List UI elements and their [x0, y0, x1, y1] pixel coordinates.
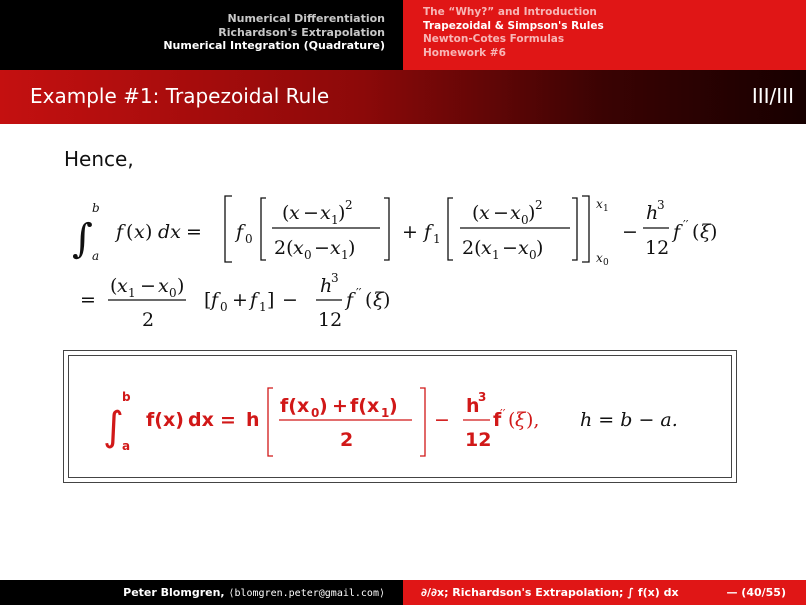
svg-text:ξ: ξ: [515, 409, 526, 431]
svg-text:+: +: [232, 289, 248, 311]
svg-text:),: ),: [526, 409, 540, 431]
svg-text:0: 0: [245, 232, 253, 246]
footer-page-number: — (40/55): [726, 586, 786, 599]
svg-text:): ): [177, 275, 185, 297]
svg-text:h: h: [320, 275, 333, 297]
svg-text:f(x): f(x): [146, 409, 184, 431]
svg-text:2: 2: [142, 309, 155, 331]
svg-text:(: (: [692, 221, 700, 243]
svg-text:f: f: [211, 289, 219, 311]
svg-text:0: 0: [529, 248, 537, 262]
svg-text:x: x: [117, 275, 128, 297]
svg-text:2: 2: [345, 198, 353, 212]
svg-text:=: =: [220, 409, 236, 431]
svg-text:(: (: [282, 202, 290, 224]
svg-text:x: x: [330, 237, 341, 259]
svg-text:dx: dx: [188, 409, 214, 431]
svg-text:]: ]: [267, 289, 275, 311]
svg-text:f: f: [116, 221, 124, 243]
svg-text:f: f: [493, 409, 502, 431]
svg-text:f: f: [673, 221, 681, 243]
svg-text:): ): [348, 237, 356, 259]
svg-text:f: f: [250, 289, 258, 311]
svg-text:3: 3: [657, 198, 665, 212]
svg-text:b: b: [122, 390, 131, 404]
svg-text:′′: ′′: [683, 218, 689, 232]
svg-text:1: 1: [341, 248, 349, 262]
svg-text:x: x: [596, 251, 603, 265]
svg-text:h: h: [246, 409, 260, 431]
svg-text:−: −: [303, 202, 319, 224]
svg-text:0: 0: [220, 300, 228, 314]
svg-text:3: 3: [331, 271, 339, 285]
nav-section-numerical-differentiation[interactable]: Numerical Differentiation: [227, 12, 385, 25]
svg-text:h: h: [646, 202, 659, 224]
result-condition-text: h = b − a.: [580, 409, 678, 431]
svg-text:−: −: [493, 202, 509, 224]
svg-text:x: x: [293, 237, 304, 259]
footer-author-bar: [0, 580, 403, 605]
svg-text:0: 0: [311, 406, 320, 420]
svg-text:x: x: [479, 202, 490, 224]
svg-text:1: 1: [492, 248, 500, 262]
svg-text:1: 1: [259, 300, 267, 314]
footer-author: Peter Blomgren,: [123, 586, 225, 599]
svg-text:1: 1: [433, 232, 441, 246]
svg-text:2: 2: [340, 429, 354, 451]
svg-text:[: [: [204, 289, 212, 311]
nav-subsection-homework[interactable]: Homework #6: [423, 46, 506, 59]
nav-section-richardson-extrapolation[interactable]: Richardson's Extrapolation: [218, 25, 385, 39]
svg-text:x: x: [158, 275, 169, 297]
svg-text:2(: 2(: [274, 237, 294, 259]
svg-text:0: 0: [169, 286, 177, 300]
svg-text:): ): [536, 237, 544, 259]
svg-text:): ): [338, 202, 346, 224]
svg-text:1: 1: [128, 286, 136, 300]
svg-text:12: 12: [645, 237, 670, 259]
svg-text:(: (: [126, 221, 134, 243]
svg-text:h: h: [466, 395, 480, 417]
integral-sign: ∫: [72, 216, 93, 262]
svg-text:′′: ′′: [356, 286, 362, 300]
svg-text:): ): [383, 289, 391, 311]
svg-text:f(x: f(x: [350, 395, 380, 417]
svg-text:a: a: [122, 439, 131, 453]
svg-text:∫: ∫: [103, 404, 124, 450]
svg-text:1: 1: [381, 406, 390, 420]
nav-section-numerical-integration[interactable]: Numerical Integration (Quadrature): [163, 39, 385, 52]
svg-text:0: 0: [304, 248, 312, 262]
svg-text:=: =: [186, 221, 202, 243]
nav-subsection-why-introduction[interactable]: The “Why?” and Introduction: [423, 6, 597, 18]
svg-text:ξ: ξ: [373, 289, 384, 311]
svg-text:f: f: [236, 221, 244, 243]
svg-text:−: −: [314, 237, 330, 259]
svg-text:b: b: [92, 201, 100, 215]
footer-section-title[interactable]: ∂/∂x; Richardson's Extrapolation; ∫ f(x) dx: [421, 586, 679, 599]
svg-text:12: 12: [465, 429, 492, 451]
intro-text: Hence,: [64, 147, 134, 171]
svg-text:+: +: [402, 221, 418, 243]
svg-text:3: 3: [478, 390, 487, 404]
svg-text:0: 0: [521, 213, 529, 227]
svg-text:(: (: [110, 275, 118, 297]
svg-text:(: (: [365, 289, 373, 311]
svg-text:f: f: [424, 221, 432, 243]
svg-text:1: 1: [603, 204, 609, 214]
svg-text:(: (: [472, 202, 480, 224]
svg-text:): ): [319, 395, 328, 417]
footer-email[interactable]: ⟨blomgren.peter@gmail.com⟩: [228, 588, 385, 599]
frame-part-indicator: III/III: [751, 84, 794, 108]
svg-text:x: x: [481, 237, 492, 259]
svg-text:x: x: [518, 237, 529, 259]
svg-text:1: 1: [331, 213, 339, 227]
svg-text:ξ: ξ: [700, 221, 711, 243]
footer-section-bar: [403, 580, 806, 605]
svg-text:): ): [389, 395, 398, 417]
svg-text:): ): [145, 221, 153, 243]
svg-text:): ): [710, 221, 718, 243]
svg-text:f: f: [346, 289, 354, 311]
svg-text:=: =: [80, 289, 96, 311]
svg-text:−: −: [502, 237, 518, 259]
svg-text:(: (: [508, 409, 516, 431]
svg-text:x: x: [134, 221, 145, 243]
svg-text:x: x: [320, 202, 331, 224]
svg-text:dx: dx: [158, 221, 181, 243]
svg-text:′′: ′′: [500, 407, 506, 421]
svg-text:x: x: [510, 202, 521, 224]
svg-text:f(x: f(x: [280, 395, 310, 417]
svg-text:−: −: [622, 221, 638, 243]
svg-text:0: 0: [603, 258, 609, 268]
svg-text:x: x: [596, 197, 603, 211]
svg-text:+: +: [332, 395, 348, 417]
nav-subsection-newton-cotes[interactable]: Newton-Cotes Formulas: [423, 33, 565, 45]
svg-text:2: 2: [535, 198, 543, 212]
svg-text:2(: 2(: [462, 237, 482, 259]
svg-text:x: x: [289, 202, 300, 224]
svg-text:): ): [528, 202, 536, 224]
svg-text:−: −: [282, 289, 298, 311]
svg-text:12: 12: [318, 309, 343, 331]
svg-text:a: a: [92, 249, 100, 263]
nav-subsection-trapezoidal-simpson[interactable]: Trapezoidal & Simpson's Rules: [423, 19, 604, 32]
svg-text:−: −: [140, 275, 156, 297]
frame-title: Example #1: Trapezoidal Rule: [30, 84, 330, 108]
svg-text:−: −: [434, 409, 450, 431]
